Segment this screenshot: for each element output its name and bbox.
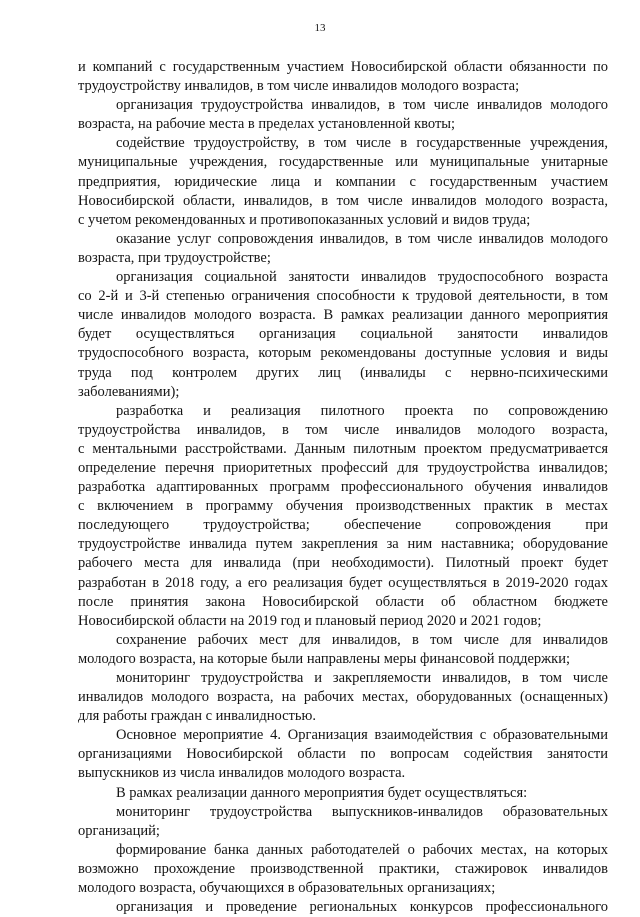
text-line: мониторинг трудоустройства выпускников-инвалидов образовательных — [116, 803, 608, 820]
text-line: трудоустройства инвалидов, в том числе инвалидов молодого возраста, — [78, 421, 608, 438]
text-line: трудоспособного возраста, которым рекомендованы доступные условия и виды — [78, 345, 608, 362]
text-line: организаций; — [78, 822, 160, 839]
text-line: труда под контролем других лиц (инвалиды с нервно-психическими — [78, 364, 608, 381]
text-line: молодого возраста, на которые были направлены меры финансовой поддержки; — [78, 650, 571, 667]
text-line: содействие трудоустройству, в том числе в государственные учреждения, — [116, 135, 608, 152]
text-line: с ментальными расстройствами. Данным пилотным проектом предусматривается — [78, 440, 608, 457]
text-line: оказание услуг сопровождения инвалидов, в том числе инвалидов молодого — [116, 230, 608, 247]
text-line: и компаний с государственным участием Новосибирской области обязанности по — [78, 59, 608, 75]
document-body-text — [78, 58, 608, 917]
text-line: трудоустройстве инвалида путем закрепления за ним наставника; оборудование — [78, 536, 608, 553]
text-line: сохранение рабочих мест для инвалидов, в том числе для инвалидов — [116, 631, 608, 648]
text-line: трудоустройству инвалидов, в том числе инвалидов молодого возраста; — [78, 78, 520, 95]
text-line: Новосибирской области, инвалидов, в том числе инвалидов молодого возраста, — [78, 192, 608, 209]
page-number: 13 — [314, 22, 326, 34]
text-line: с учетом рекомендованных и противопоказанных условий и видов труда; — [78, 211, 531, 228]
text-line: будет осуществляться организация социальной занятости инвалидов — [78, 326, 608, 343]
text-line: определение перечня приоритетных профессий для трудоустройства инвалидов; — [78, 459, 608, 476]
text-line: инвалидов молодого возраста, на рабочих местах, оборудованных (оснащенных) — [78, 689, 608, 706]
text-line: Основное мероприятие 4. Организация взаимодействия с образовательными — [116, 727, 608, 744]
text-line: выпускников из числа инвалидов молодого возраста. — [78, 765, 406, 782]
text-line: разработка адаптированных программ профессионального обучения инвалидов — [78, 479, 608, 496]
text-line: муниципальные учреждения, государственные или муниципальные унитарные — [78, 154, 608, 171]
text-line: с включением в программу обучения производственных практик в местах — [78, 498, 608, 515]
text-line: рабочего места для инвалида (при необходимости). Пилотный проект будет — [78, 555, 608, 572]
text-line: Новосибирской области на 2019 год и плановый период 2020 и 2021 годов; — [78, 612, 542, 629]
text-line: молодого возраста, обучающихся в образовательных организациях; — [78, 880, 496, 897]
text-line: организация трудоустройства инвалидов, в том числе инвалидов молодого — [116, 97, 608, 114]
text-line: возраста, на рабочие места в пределах установленной квоты; — [78, 116, 456, 133]
text-line: мониторинг трудоустройства и закрепляемости инвалидов, в том числе — [116, 670, 608, 686]
text-line: организация и проведение региональных конкурсов профессионального — [116, 899, 608, 916]
text-line: формирование банка данных работодателей о рабочих местах, на которых — [116, 841, 608, 858]
text-line: после принятия закона Новосибирской области об областном бюджете — [78, 593, 608, 610]
text-line: для работы граждан с инвалидностью. — [78, 708, 316, 725]
text-line: В рамках реализации данного мероприятия будет осуществляться: — [116, 784, 528, 801]
text-line: предприятия, юридические лица и компании с государственным участием — [78, 173, 608, 190]
text-line: последующего трудоустройства; обеспечение сопровождения при — [78, 517, 608, 534]
text-line: разработка и реализация пилотного проекта по сопровождению — [116, 402, 608, 419]
text-line: организация социальной занятости инвалидов трудоспособного возраста — [116, 269, 608, 286]
text-line: разработан в 2018 году, а его реализация будет осуществляться в 2019-2020 годах — [78, 574, 608, 591]
text-line: числе инвалидов молодого возраста. В рамках реализации данного мероприятия — [78, 307, 608, 324]
text-line: со 2-й и 3-й степенью ограничения способности к трудовой деятельности, в том — [78, 288, 608, 305]
text-line: заболеваниями); — [78, 383, 180, 400]
text-line: возможно прохождение производственной практики, стажировок инвалидов — [78, 860, 608, 877]
text-line: организациями Новосибирской области по вопросам содействия занятости — [78, 746, 608, 763]
text-line: возраста, при трудоустройстве; — [78, 249, 271, 266]
